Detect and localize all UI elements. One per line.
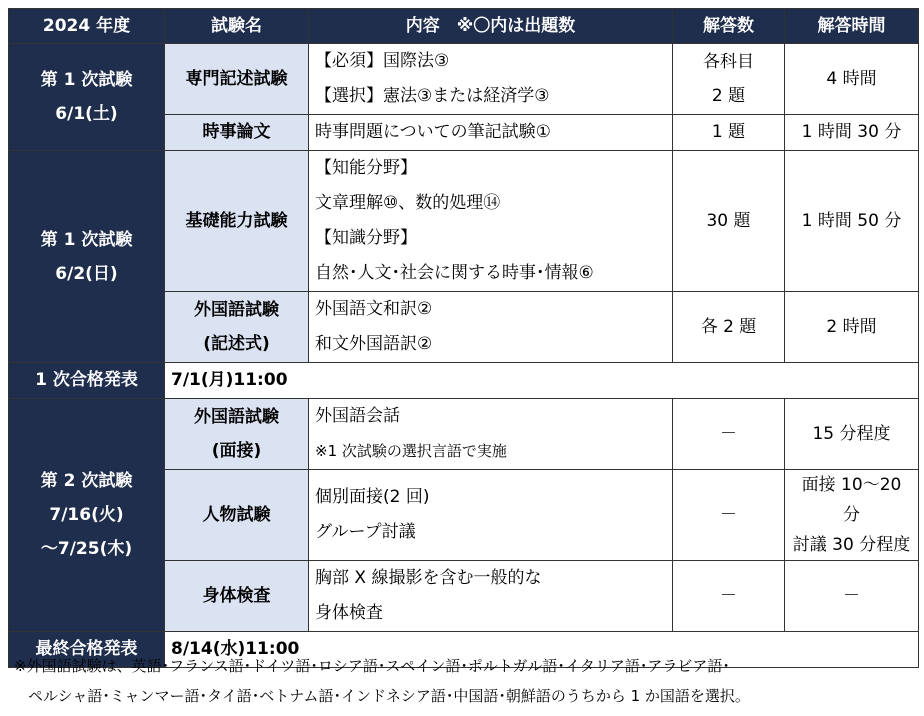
exam-name-cell: 時事論文	[165, 115, 309, 151]
content-line: 胸部 X 線撮影を含む一般的な	[315, 568, 542, 588]
answers-cell: 30 題	[673, 151, 785, 292]
exam-name-cell	[165, 399, 309, 470]
answers-cell: 各 2 題	[673, 292, 785, 363]
answers-line: 各科目	[703, 52, 754, 72]
stage-cell-first-day1	[9, 44, 165, 151]
stage-date: 7/16(火)	[49, 505, 124, 525]
answers-cell	[673, 44, 785, 115]
header-content: 内容 ※〇内は出題数	[309, 9, 673, 44]
time-cell: 15 分程度	[785, 399, 919, 470]
time-cell: －	[785, 561, 919, 632]
time-line: 討議 30 分程度	[792, 535, 911, 555]
exam-name-cell: 身体検査	[165, 561, 309, 632]
content-cell: 時事問題についての筆記試験①	[309, 115, 673, 151]
content-cell	[309, 399, 673, 470]
time-cell: 1 時間 30 分	[785, 115, 919, 151]
exam-schedule-table	[8, 8, 919, 668]
exam-name-cell: 専門記述試験	[165, 44, 309, 115]
final-result-label: 最終合格発表	[9, 632, 165, 668]
answers-cell: －	[673, 561, 785, 632]
exam-name-line: (面接)	[211, 441, 262, 461]
time-line: 面接 10～20 分	[801, 475, 902, 525]
exam-name-line: 外国語試験	[194, 300, 279, 320]
first-result-date: 7/1(月)11:00	[165, 363, 919, 399]
exam-name-cell: 基礎能力試験	[165, 151, 309, 292]
footnote-line: ペルシャ語･ミャンマー語･タイ語･ベトナム語･インドネシア語･中国語･朝鮮語のうちから 1 か国語を選択。	[28, 687, 750, 705]
announcement-row	[9, 363, 919, 399]
stage-label: 第 1 次試験	[40, 70, 133, 90]
exam-name-cell: 人物試験	[165, 470, 309, 561]
content-cell	[309, 292, 673, 363]
stage-label: 第 1 次試験	[40, 229, 133, 250]
content-line: 【知識分野】	[315, 228, 417, 248]
footnote	[14, 651, 914, 711]
header-row	[9, 9, 919, 44]
final-result-date: 8/14(水)11:00	[165, 632, 919, 668]
header-exam-name: 試験名	[165, 9, 309, 44]
content-line: 【知能分野】	[315, 158, 417, 178]
answers-cell: －	[673, 399, 785, 470]
content-note: ※1 次試験の選択言語で実施	[315, 442, 507, 460]
stage-date: ～7/25(木)	[40, 539, 133, 559]
content-line: 身体検査	[315, 603, 383, 623]
table-row	[9, 151, 919, 292]
stage-date: 6/2(日)	[55, 263, 118, 284]
header-year: 2024 年度	[9, 9, 165, 44]
exam-name-cell	[165, 292, 309, 363]
table-row	[9, 44, 919, 115]
content-line: 自然･人文･社会に関する時事･情報⑥	[315, 263, 594, 283]
table-row	[9, 399, 919, 470]
footnote-line: ※外国語試験は、英語･フランス語･ドイツ語･ロシア語･スペイン語･ポルトガル語･イタリア語･アラビア語･	[14, 657, 730, 675]
content-line: 文章理解⑩、数的処理⑭	[315, 193, 501, 213]
time-cell: 1 時間 50 分	[785, 151, 919, 292]
time-cell: 4 時間	[785, 44, 919, 115]
answers-cell: －	[673, 470, 785, 561]
header-time: 解答時間	[785, 9, 919, 44]
header-answers: 解答数	[673, 9, 785, 44]
content-cell	[309, 151, 673, 292]
exam-name-line: (記述式)	[203, 334, 270, 354]
content-line: 個別面接(2 回)	[315, 487, 430, 507]
content-line: 外国語会話	[315, 406, 400, 426]
content-line: 外国語文和訳②	[315, 299, 433, 319]
stage-cell-second	[9, 399, 165, 632]
content-line: グループ討議	[315, 522, 416, 542]
stage-date: 6/1(土)	[55, 104, 118, 124]
content-cell	[309, 561, 673, 632]
answers-line: 2 題	[711, 86, 746, 106]
time-cell: 2 時間	[785, 292, 919, 363]
exam-name-line: 外国語試験	[194, 407, 279, 427]
first-result-label: 1 次合格発表	[9, 363, 165, 399]
answers-cell: 1 題	[673, 115, 785, 151]
content-cell	[309, 470, 673, 561]
content-line: 【選択】憲法③または経済学③	[315, 86, 550, 106]
time-cell	[785, 470, 919, 561]
content-cell	[309, 44, 673, 115]
stage-cell-first-day2	[9, 151, 165, 363]
content-line: 和文外国語訳②	[315, 334, 433, 354]
stage-label: 第 2 次試験	[40, 471, 133, 491]
content-line: 【必須】国際法③	[315, 51, 450, 71]
